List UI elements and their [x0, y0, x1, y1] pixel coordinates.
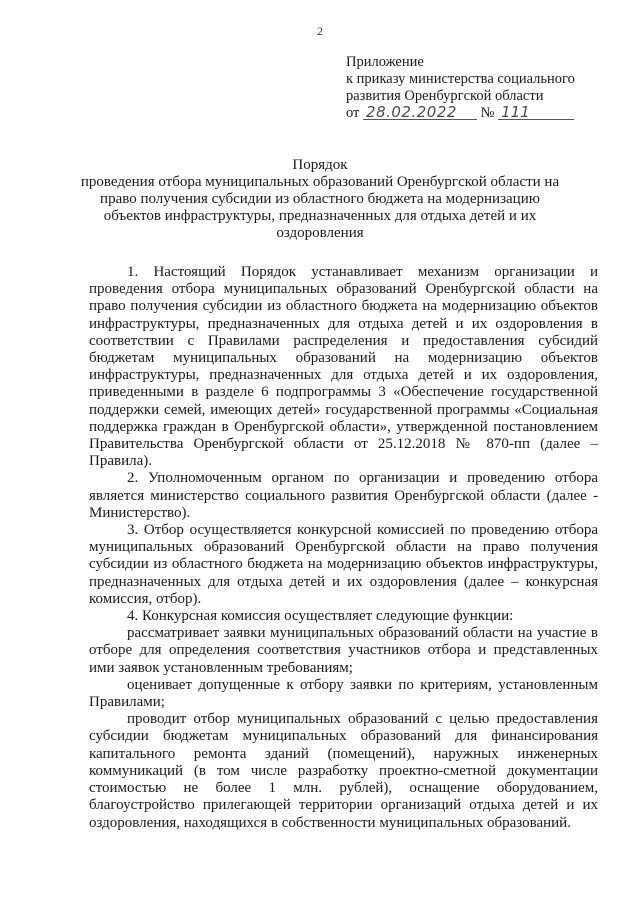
appendix-title: Приложение: [346, 54, 424, 70]
document-heading: Порядок: [292, 157, 348, 173]
function-review-applications: рассматривает заявки муниципальных образований области на участие в отборе для определения соответствия участников отбора и представленных ими заявок установленным требованиям;: [89, 625, 598, 676]
document-title-block: [80, 157, 560, 242]
function-conduct-selection: проводит отбор муниципальных образований с целью предоставления субсидии бюджетам муниципальных образований для финансирования капитального ремонта зданий (помещений), наружных инженерных коммуникаций (в том числе разработку проектно-сметной документации стоимостью не более 1 млн. рублей), оснащение оборудованием, благоустройство прилегающей территории организаций отдыха детей и их оздоровления, находящихся в собственности муниципальных образований.: [89, 711, 598, 831]
appendix-ministry: развития Оренбургской области: [346, 88, 544, 104]
paragraph-1: 1. Настоящий Порядок устанавливает механизм организации и проведения отбора муниципальных образований Оренбургской области на право получения субсидии из областного бюджета на модернизацию объектов инфраструктуры, предназначенных для отдыха детей и их оздоровления в соответствии с Правилами распределения и предоставления субсидий бюджетам муниципальных образований на модернизацию объектов инфраструктуры, предназначенных для отдыха детей и их оздоровления, приведенными в разделе 6 подпрограммы 3 «Обеспечение государственной поддержки семей, имеющих детей» государственной программы «Социальная поддержка граждан в Оренбургской области», утвержденной постановлением Правительства Оренбургской области от 25.12.2018 № 870-пп (далее – Правила).: [89, 264, 598, 470]
paragraph-4: 4. Конкурсная комиссия осуществляет следующие функции:: [127, 608, 514, 625]
paragraph-3: 3. Отбор осуществляется конкурсной комиссией по проведению отбора муниципальных образований Оренбургской области на право получения субсидии из областного бюджета на модернизацию объектов инфраструктуры, предназначенных для отдыха детей и их оздоровления (далее – конкурсная комиссия, отбор).: [89, 522, 598, 607]
handwritten-number: 111: [498, 105, 574, 120]
paragraph-2: 2. Уполномоченным органом по организации и проведению отбора является министерство социального развития Оренбургской области (далее - Министерство).: [89, 470, 598, 521]
order-date-number-line: [346, 105, 616, 122]
document-body: [89, 264, 598, 832]
document-subtitle: проведения отбора муниципальных образований Оренбургской области на право получения субсидии из областного бюджета на модернизацию объектов инфраструктуры, предназначенных для отдыха детей и их оздоровления: [80, 174, 560, 241]
function-evaluate-applications: оценивает допущенные к отбору заявки по критериям, установленным Правилами;: [89, 676, 598, 711]
handwritten-date: 28.02.2022: [363, 105, 477, 120]
number-label: №: [480, 105, 495, 121]
from-label: от: [346, 105, 360, 121]
page-number: 2: [317, 24, 323, 38]
appendix-order-ref: к приказу министерства социального: [346, 71, 575, 87]
appendix-block: [346, 54, 616, 122]
